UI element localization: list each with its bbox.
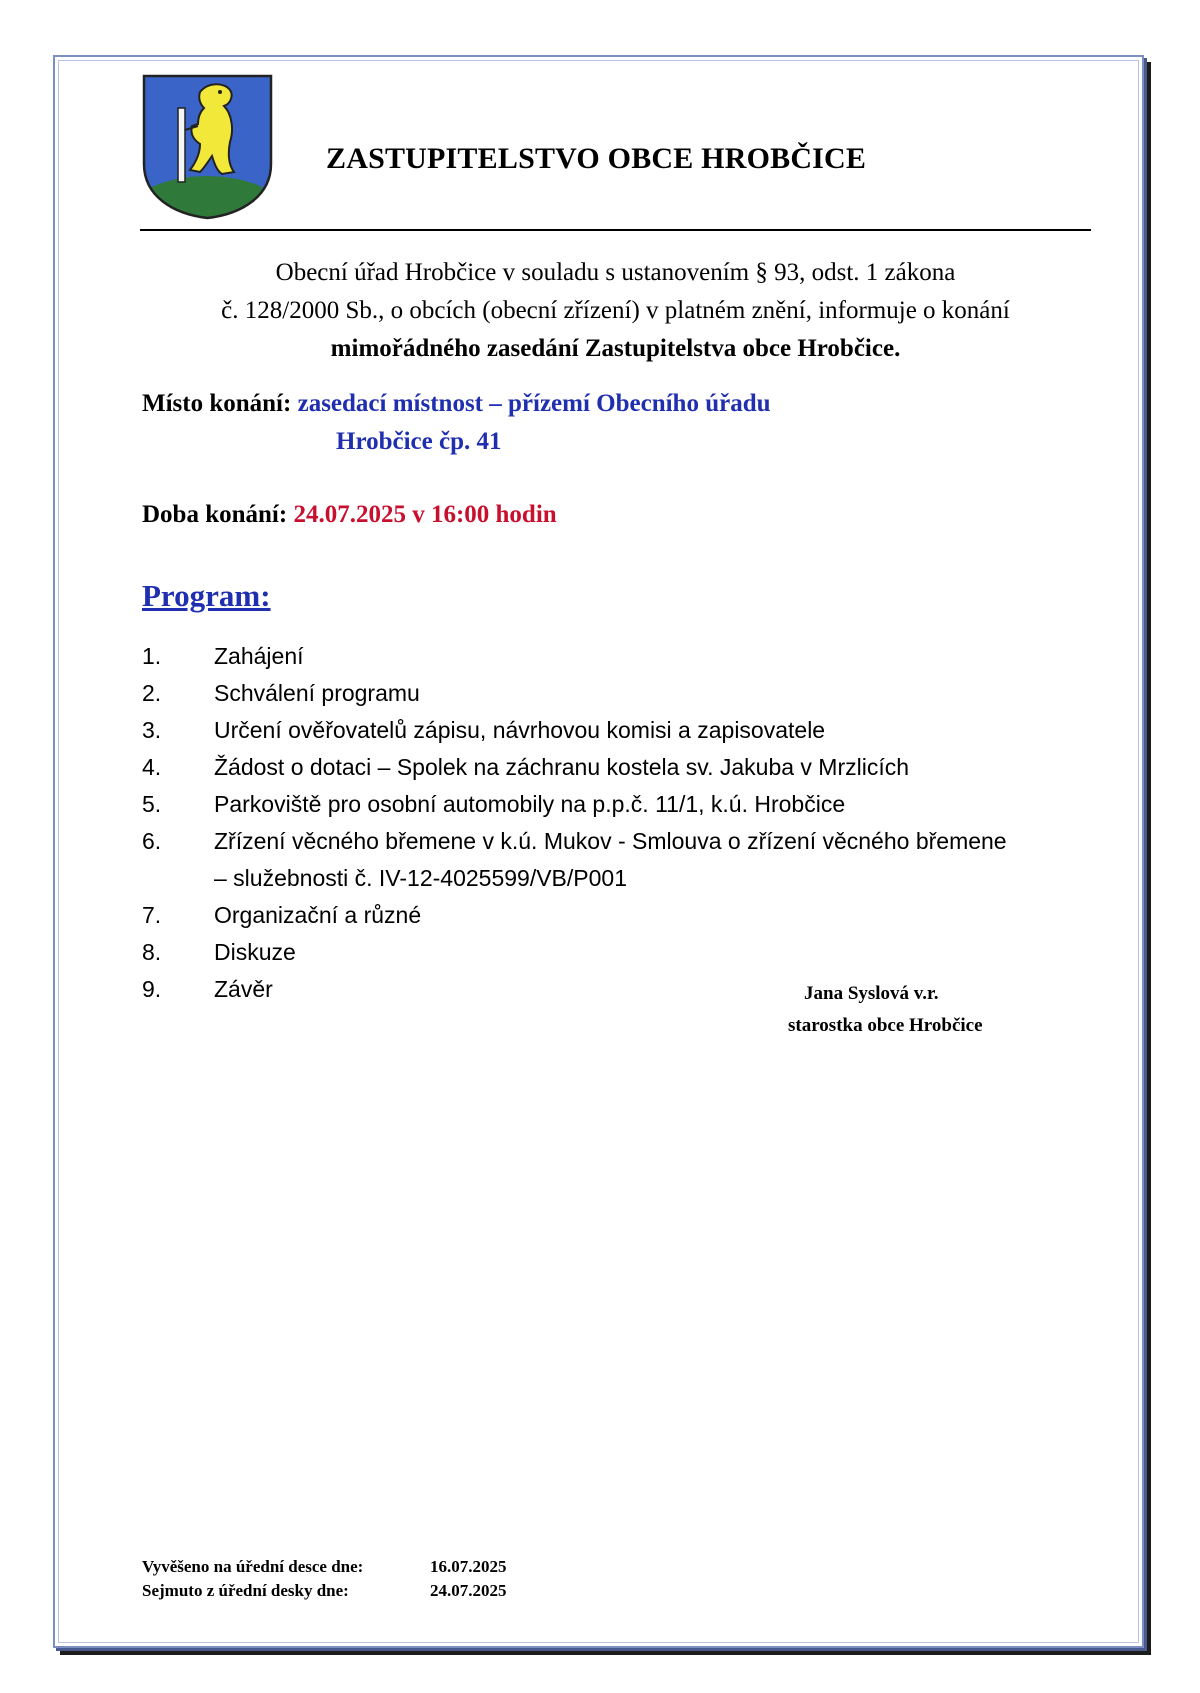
agenda-item-text: Závěr <box>214 976 273 1002</box>
intro-line: č. 128/2000 Sb., o obcích (obecní zřízení) v platném znění, informuje o konání <box>221 297 1010 324</box>
removed-row <box>142 1579 507 1603</box>
agenda-item-number: 2. <box>142 680 162 706</box>
page-title: ZASTUPITELSTVO OBCE HROBČICE <box>326 142 867 175</box>
agenda-item-number: 6. <box>142 828 162 854</box>
program-heading: Program: <box>142 578 271 613</box>
meeting-place-label: Místo konání: <box>142 390 292 417</box>
agenda-item <box>142 749 1092 786</box>
coat-of-arms-icon <box>142 74 273 220</box>
posted-date: 16.07.2025 <box>430 1557 507 1576</box>
posting-info <box>142 1555 507 1603</box>
header-divider <box>140 229 1091 231</box>
agenda-item-text: Žádost o dotaci – Spolek na záchranu kostela sv. Jakuba v Mrzlicích <box>214 754 910 780</box>
meeting-time <box>142 496 557 534</box>
agenda-list <box>142 638 1092 1008</box>
agenda-item <box>142 823 1092 897</box>
removed-label: Sejmuto z úřední desky dne: <box>142 1581 349 1600</box>
intro-paragraph <box>140 254 1091 368</box>
agenda-item-number: 9. <box>142 976 162 1002</box>
meeting-time-label: Doba konání: <box>142 501 288 528</box>
meeting-place-value: zasedací místnost – přízemí Obecního úřadu <box>297 390 771 417</box>
agenda-item-text: Určení ověřovatelů zápisu, návrhovou komisi a zapisovatele <box>214 717 826 743</box>
agenda-item-number: 7. <box>142 902 162 928</box>
agenda-item <box>142 638 1092 675</box>
posted-row <box>142 1555 507 1579</box>
agenda-item-text-continued: – služebnosti č. IV-12-4025599/VB/P001 <box>214 865 628 891</box>
meeting-place <box>142 385 771 423</box>
agenda-item <box>142 712 1092 749</box>
agenda-item-text: Parkoviště pro osobní automobily na p.p.č. 11/1, k.ú. Hrobčice <box>214 791 846 817</box>
agenda-item-number: 1. <box>142 643 162 669</box>
agenda-item <box>142 934 1092 971</box>
meeting-place-address: Hrobčice čp. 41 <box>336 428 502 455</box>
agenda-item-text: Organizační a různé <box>214 902 422 928</box>
agenda-item-number: 4. <box>142 754 162 780</box>
signature-block <box>770 978 1050 1042</box>
meeting-time-value: 24.07.2025 v 16:00 hodin <box>293 501 557 528</box>
agenda-item-text: Zřízení věcného břemene v k.ú. Mukov - Smlouva o zřízení věcného břemene <box>214 828 1007 854</box>
agenda-item-number: 8. <box>142 939 162 965</box>
agenda-item <box>142 675 1092 712</box>
agenda-item-text: Schválení programu <box>214 680 420 706</box>
signatory-name: Jana Syslová v.r. <box>804 983 939 1004</box>
intro-line-bold: mimořádného zasedání Zastupitelstva obce Hrobčice. <box>330 335 901 362</box>
intro-line: Obecní úřad Hrobčice v souladu s ustanovením § 93, odst. 1 zákona <box>275 259 956 286</box>
agenda-item-number: 3. <box>142 717 162 743</box>
signatory-role: starostka obce Hrobčice <box>788 1015 983 1036</box>
removed-date: 24.07.2025 <box>430 1581 507 1600</box>
agenda-item-text: Zahájení <box>214 643 304 669</box>
agenda-item-number: 5. <box>142 791 162 817</box>
agenda-item <box>142 786 1092 823</box>
posted-label: Vyvěšeno na úřední desce dne: <box>142 1557 364 1576</box>
agenda-item-text: Diskuze <box>214 939 296 965</box>
agenda-item <box>142 897 1092 934</box>
